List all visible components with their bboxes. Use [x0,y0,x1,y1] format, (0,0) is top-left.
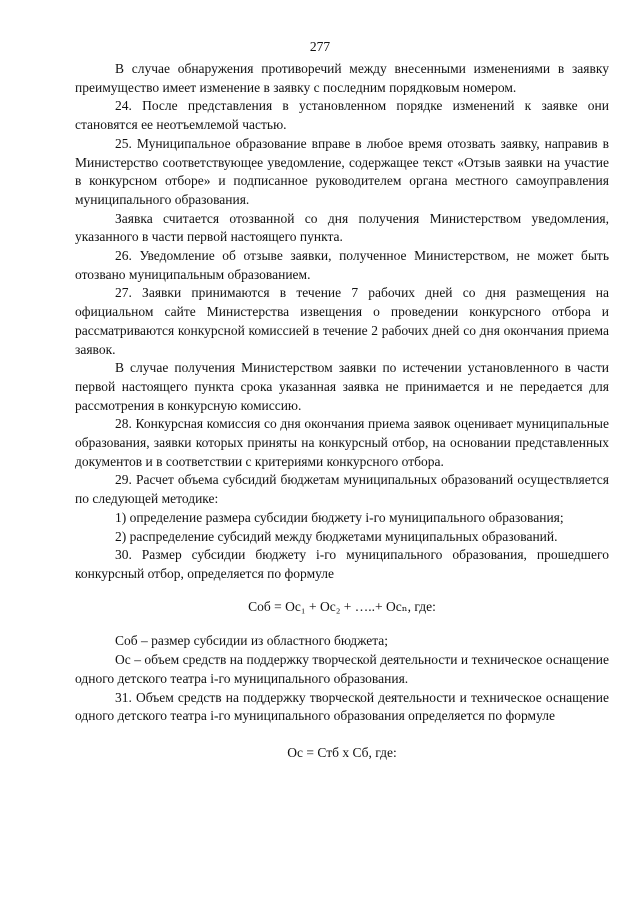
paragraph-24: 24. После представления в установленном порядке изменений к заявке они становятся ее неотъемлемой частью. [75,98,609,133]
paragraph-23-continued: В случае обнаружения противоречий между внесенными изменениями в заявку преимущество имеет изменение в заявку с последним порядковым номером. [75,61,609,95]
paragraph-26: 26. Уведомление об отзыве заявки, полученное Министерством, не может быть отозвано муниципальным образованием. [75,248,609,282]
paragraph-25: 25. Муниципальное образование вправе в любое время отозвать заявку, направив в Министерство соответствующее уведомление, содержащее текст «Отзыв заявки на участие в конкурсном отборе» и подписанное руководителем органа местного самоуправления муниципального образования. [75,135,609,207]
paragraph-29-item-2: 2) распределение субсидий между бюджетами муниципальных образований. [115,528,558,544]
page-number: 277 [309,39,331,54]
paragraph-31: 31. Объем средств на поддержку творческой деятельности и техническое оснащение одного детского театра i-го муниципального образования определяется по формуле [75,689,609,724]
definition-sob: Соб – размер субсидии из областного бюджета; [115,633,389,649]
paragraph-30: 30. Размер субсидии бюджету i-го муниципального образования, прошедшего конкурсный отбор, определяется по формуле [75,547,609,581]
formula-sob: Соб = Ос₁ + Ос₂ + …..+ Осₙ, где: [248,598,436,614]
paragraph-27-part-2: В случае получения Министерством заявки по истечении установленного в части первой настоящего пункта срока указанная заявка не принимается и не передается для рассмотрения в конкурсную комиссию. [75,360,609,413]
paragraph-29-item-1: 1) определение размера субсидии бюджету i-го муниципального образования; [115,509,564,525]
formula-os: Ос = Стб х Сб, где: [287,744,397,760]
document-body [75,60,609,763]
paragraph-29: 29. Расчет объема субсидий бюджетам муниципальных образований осуществляется по следующей методике: [75,472,609,507]
definition-os: Ос – объем средств на поддержку творческой деятельности и техническое оснащение одного детского театра i-го муниципального образования. [75,652,609,686]
paragraph-25-part-2: Заявка считается отозванной со дня получения Министерством уведомления, указанного в части первой настоящего пункта. [75,210,609,245]
paragraph-28: 28. Конкурсная комиссия со дня окончания приема заявок оценивает муниципальные образования, заявки которых приняты на конкурсный отбор, на основании представленных документов и в соответствии с критериями конкурсного отбора. [75,416,609,469]
paragraph-27: 27. Заявки принимаются в течение 7 рабочих дней со дня размещения на официальном сайте Министерства извещения о проведении конкурсного отбора и рассматриваются конкурсной комиссией в течение 2 рабочих дней со дня окончания приема заявок. [75,285,609,357]
